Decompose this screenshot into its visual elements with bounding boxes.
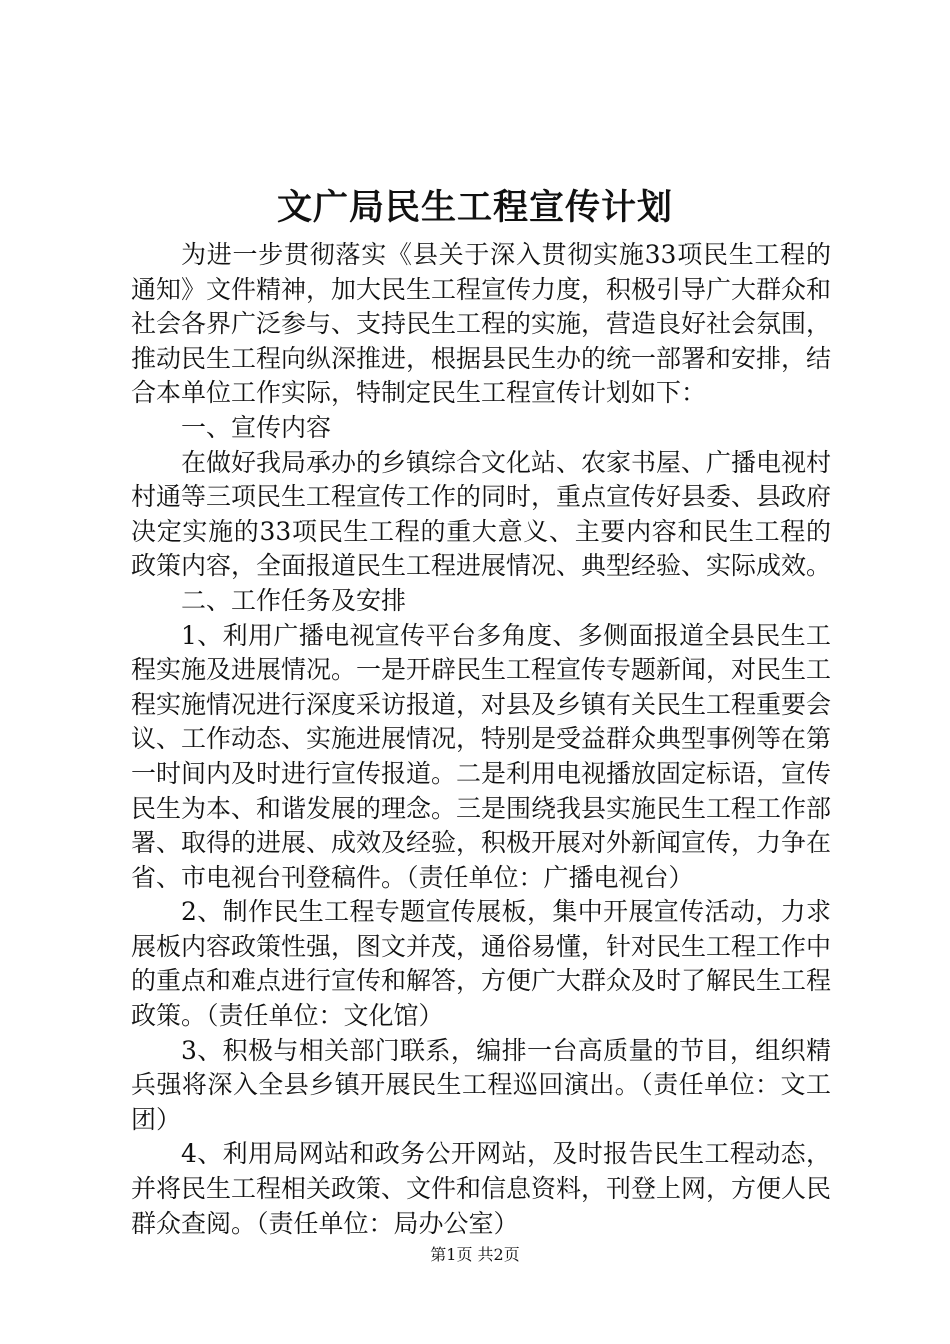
section-publicity-content-text: 在做好我局承办的乡镇综合文化站、农家书屋、广播电视村村通等三项民生工程宣传工作的同时，重点宣传好县委、县政府决定实施的33项民生工程的重大意义、主要内容和民生工程的政策内容，全面报道民生工程进展情况、典型经验、实际成效。	[131, 447, 832, 581]
intro-paragraph: 为进一步贯彻落实《县关于深入贯彻实施33项民生工程的通知》文件精神，加大民生工程宣传力度，积极引导广大群众和社会各界广泛参与、支持民生工程的实施，营造良好社会氛围，推动民生工程向纵深推进，根据县民生办的统一部署和安排，结合本单位工作实际，特制定民生工程宣传计划如下：	[131, 240, 832, 408]
section-heading-publicity-content: 一、宣传内容	[181, 412, 332, 442]
document-title: 文广局民生工程宣传计划	[276, 187, 673, 228]
task-item-4: 4、利用局网站和政务公开网站，及时报告民生工程动态，并将民生工程相关政策、文件和信息资料，刊登上网，方便人民群众查阅。（责任单位：局办公室）	[131, 1139, 832, 1238]
document-body	[131, 238, 831, 1241]
section-heading-tasks: 二、工作任务及安排	[181, 585, 407, 615]
task-item-1: 1、利用广播电视宣传平台多角度、多侧面报道全县民生工程实施及进展情况。一是开辟民生工程宣传专题新闻，对民生工程实施情况进行深度采访报道，对县及乡镇有关民生工程重要会议、工作动态、实施进展情况，特别是受益群众典型事例等在第一时间内及时进行宣传报道。二是利用电视播放固定标语，宣传民生为本、和谐发展的理念。三是围绕我县实施民生工程工作部署、取得的进展、成效及经验，积极开展对外新闻宣传，力争在省、市电视台刊登稿件。（责任单位：广播电视台）	[131, 620, 832, 892]
task-item-3: 3、积极与相关部门联系，编排一台高质量的节目，组织精兵强将深入全县乡镇开展民生工程巡回演出。（责任单位：文工团）	[131, 1035, 831, 1134]
page-footer: 第1页 共2页	[430, 1245, 520, 1264]
task-item-2: 2、制作民生工程专题宣传展板，集中开展宣传活动，力求展板内容政策性强，图文并茂，通俗易懂，针对民生工程工作中的重点和难点进行宣传和解答，方便广大群众及时了解民生工程政策。（责任单位：文化馆）	[131, 897, 832, 1031]
